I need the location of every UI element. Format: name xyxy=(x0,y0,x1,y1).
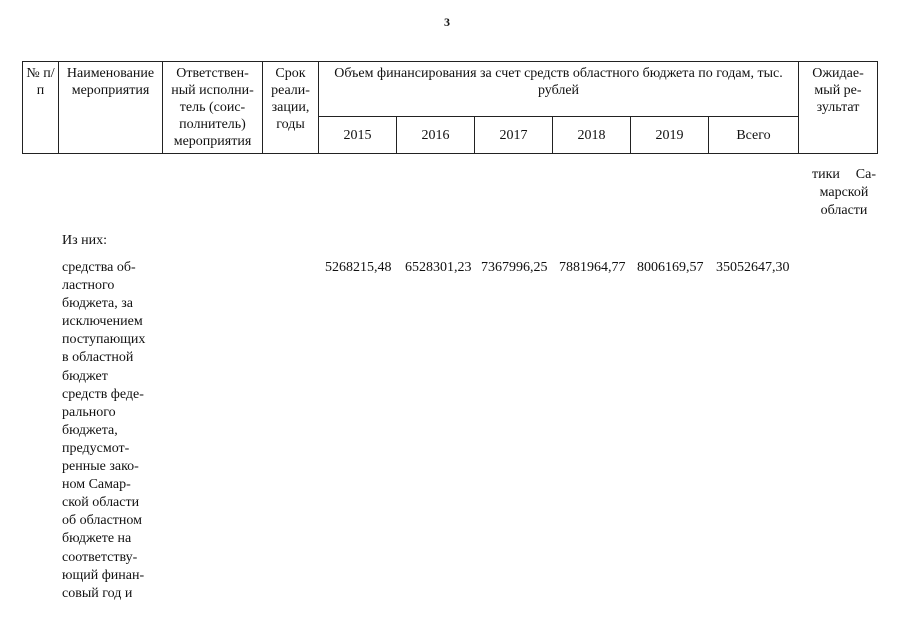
description-line: средств феде- xyxy=(62,386,144,402)
result-continuation xyxy=(812,166,876,220)
description-line: в областной xyxy=(62,350,134,366)
header-total: Всего xyxy=(709,117,799,154)
header-year-2019: 2019 xyxy=(631,117,709,154)
header-responsible: Ответствен-ный исполни-тель (соис-полнитель) мероприятия xyxy=(163,62,263,154)
description-line: ской области xyxy=(62,495,140,511)
header-funding: Объем финансирования за счет средств областного бюджета по годам, тыс. рублей xyxy=(319,62,799,117)
header-num: № п/п xyxy=(23,62,59,154)
header-year-2017: 2017 xyxy=(475,117,553,154)
description-line: бюджета, за xyxy=(62,296,133,312)
value-2016: 6528301,23 xyxy=(405,260,472,275)
header-year-2015: 2015 xyxy=(319,117,397,154)
header-year-2016: 2016 xyxy=(397,117,475,154)
page-number: 3 xyxy=(444,15,450,29)
header-name: Наименование мероприятия xyxy=(59,62,163,154)
result-continuation-line2: марской xyxy=(819,185,869,200)
description-cell xyxy=(62,259,162,603)
description-line: совый год и xyxy=(62,585,133,601)
description-line: бюджета, xyxy=(62,422,118,438)
header-result: Ожидае-мый ре-зультат xyxy=(799,62,878,154)
value-total: 35052647,30 xyxy=(716,260,790,275)
value-2017: 7367996,25 xyxy=(481,260,548,275)
description-line: бюджете на xyxy=(62,531,132,547)
iz-nih-label: Из них: xyxy=(62,233,108,248)
header-term: Срок реали-зации, годы xyxy=(263,62,319,154)
value-2015: 5268215,48 xyxy=(325,260,392,275)
description-line: соответству- xyxy=(62,549,138,565)
description-line: ном Самар- xyxy=(62,477,131,493)
description-line: об областном xyxy=(62,513,143,529)
description-line: ющий финан- xyxy=(62,567,145,583)
value-2019: 8006169,57 xyxy=(637,260,704,275)
value-2018: 7881964,77 xyxy=(559,260,626,275)
result-continuation-line3: области xyxy=(820,203,868,218)
result-continuation-line1a: тики xyxy=(812,167,840,182)
description-line: ластного xyxy=(62,278,115,294)
result-continuation-line1b: Са- xyxy=(855,167,876,182)
description-line: ренные зако- xyxy=(62,459,139,475)
description-line: исключением xyxy=(62,314,143,330)
description-line: поступающих xyxy=(62,332,146,348)
description-line: предусмот- xyxy=(62,440,130,456)
description-line: бюджет xyxy=(62,368,108,384)
description-line: средства об- xyxy=(62,260,136,275)
description-line: рального xyxy=(62,404,116,420)
header-year-2018: 2018 xyxy=(553,117,631,154)
header-table xyxy=(22,61,878,154)
